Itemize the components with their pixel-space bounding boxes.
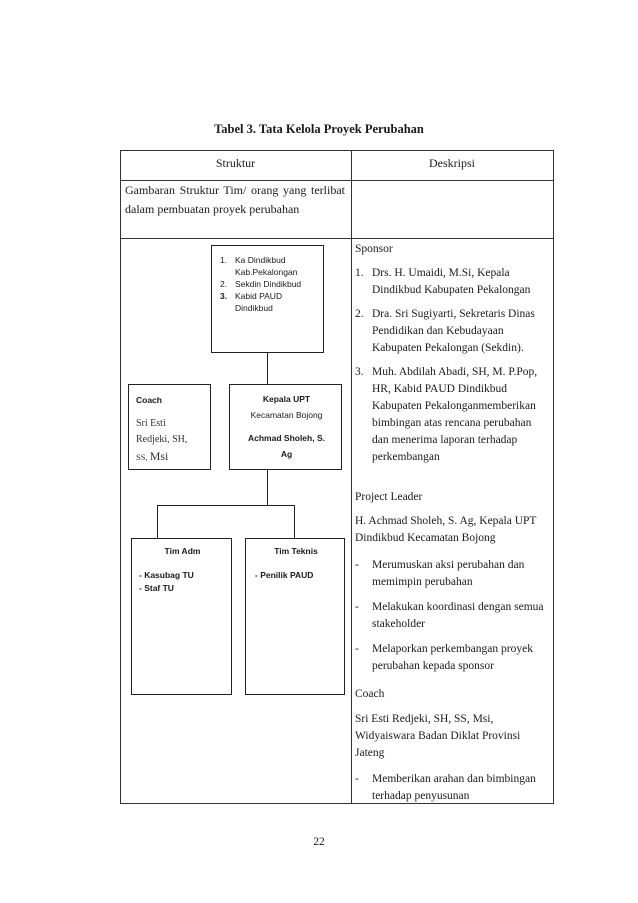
table-caption: Tabel 3. Tata Kelola Proyek Perubahan: [214, 122, 424, 136]
sponsor-list: [355, 265, 550, 466]
tim-adm-title: Tim Adm: [164, 546, 201, 556]
header-deskripsi: Deskripsi: [429, 156, 475, 170]
list-marker: 2.: [220, 279, 228, 289]
page-number: 22: [313, 836, 325, 848]
coach-title-desc: Coach: [355, 688, 385, 700]
sponsor-text: Muh. Abdilah Abadi, SH, M. P.Pop, HR, Kabid PAUD Dindikbud Kabupaten Pekalonganmemberikan bimbingan atas rencana perubahan dan menerima laporan terhadap perkembangan: [372, 366, 538, 463]
sponsor-item-2: Sekdin Dindikbud: [235, 279, 302, 289]
sponsor-entry: [355, 364, 550, 466]
sponsor-text: Drs. H. Umaidi, M.Si, Kepala Dindikbud Kabupaten Pekalongan: [372, 267, 531, 296]
leader-title: Project Leader: [355, 491, 423, 503]
tim-adm-item-2: - Staf TU: [139, 583, 174, 593]
table-column-divider: [351, 150, 352, 804]
leader-task-list: [355, 557, 550, 675]
leader-task: [355, 599, 550, 633]
table-row-divider: [120, 238, 554, 239]
list-marker: -: [355, 559, 359, 571]
kepala-line-1: Kecamatan Bojong: [250, 410, 323, 420]
tim-teknis-title: Tim Teknis: [274, 546, 318, 556]
tim-adm-box: [131, 538, 232, 695]
coach-line-3a: SS,: [136, 452, 150, 462]
kepala-line-2: Achmad Sholeh, S.: [248, 433, 325, 443]
list-marker: 3.: [220, 291, 228, 301]
coach-line-1: Sri Esti: [136, 418, 166, 429]
leader-name: H. Achmad Sholeh, S. Ag, Kepala UPT Dindikbud Kecamatan Bojong: [355, 515, 537, 544]
leader-task: [355, 557, 550, 591]
tim-teknis-item-1: - Penilik PAUD: [255, 570, 314, 580]
list-marker: -: [355, 773, 359, 785]
leader-task: [355, 641, 550, 675]
sponsor-box: [211, 245, 324, 353]
coach-box: [128, 384, 211, 470]
sponsor-entry: [355, 306, 550, 357]
list-marker: 3.: [355, 366, 364, 378]
coach-title: Coach: [136, 395, 162, 405]
connector-line: [294, 505, 295, 538]
coach-line-2: Redjeki, SH,: [136, 434, 188, 445]
sponsor-text: Dra. Sri Sugiyarti, Sekretaris Dinas Pendidikan dan Kebudayaan Kabupaten Pekalongan (Sekdin).: [372, 308, 535, 354]
kepala-upt-box: [229, 384, 342, 470]
connector-line: [157, 505, 295, 506]
list-marker: -: [355, 601, 359, 613]
sponsor-item-3: Kabid PAUD Dindikbud: [235, 291, 283, 313]
leader-task-text: Melakukan koordinasi dengan semua stakeholder: [372, 601, 544, 630]
leader-task-text: Melaporkan perkembangan proyek perubahan kepada sponsor: [372, 643, 533, 672]
kepala-title: Kepala UPT: [262, 394, 311, 404]
coach-task: [355, 771, 550, 805]
list-marker: 1.: [220, 255, 228, 265]
coach-task-text: Memberikan arahan dan bimbingan terhadap penyusunan: [372, 773, 536, 802]
leader-task-text: Merumuskan aksi perubahan dan memimpin perubahan: [372, 559, 525, 588]
coach-line-3b: Msi: [149, 449, 169, 463]
coach-name-desc: Sri Esti Redjeki, SH, SS, Msi, Widyaiswara Badan Diklat Provinsi Jateng: [355, 713, 521, 759]
connector-line: [267, 353, 268, 384]
sponsor-item-1: Ka Dindikbud Kab.Pekalongan: [235, 255, 298, 277]
list-marker: 1.: [355, 267, 364, 279]
row1-struktur-text: Gambaran Struktur Tim/ orang yang terlibat dalam pembuatan proyek perubahan: [125, 183, 345, 216]
list-marker: -: [355, 643, 359, 655]
header-struktur: Struktur: [215, 156, 256, 170]
sponsor-entry: [355, 265, 550, 299]
sponsor-title: Sponsor: [355, 243, 393, 255]
tim-teknis-box: [245, 538, 345, 695]
list-marker: 2.: [355, 308, 364, 320]
kepala-line-3: Ag: [280, 449, 293, 459]
connector-line: [157, 505, 158, 538]
tim-adm-item-1: - Kasubag TU: [139, 570, 194, 580]
connector-line: [267, 470, 268, 505]
coach-task-list: [355, 771, 550, 805]
